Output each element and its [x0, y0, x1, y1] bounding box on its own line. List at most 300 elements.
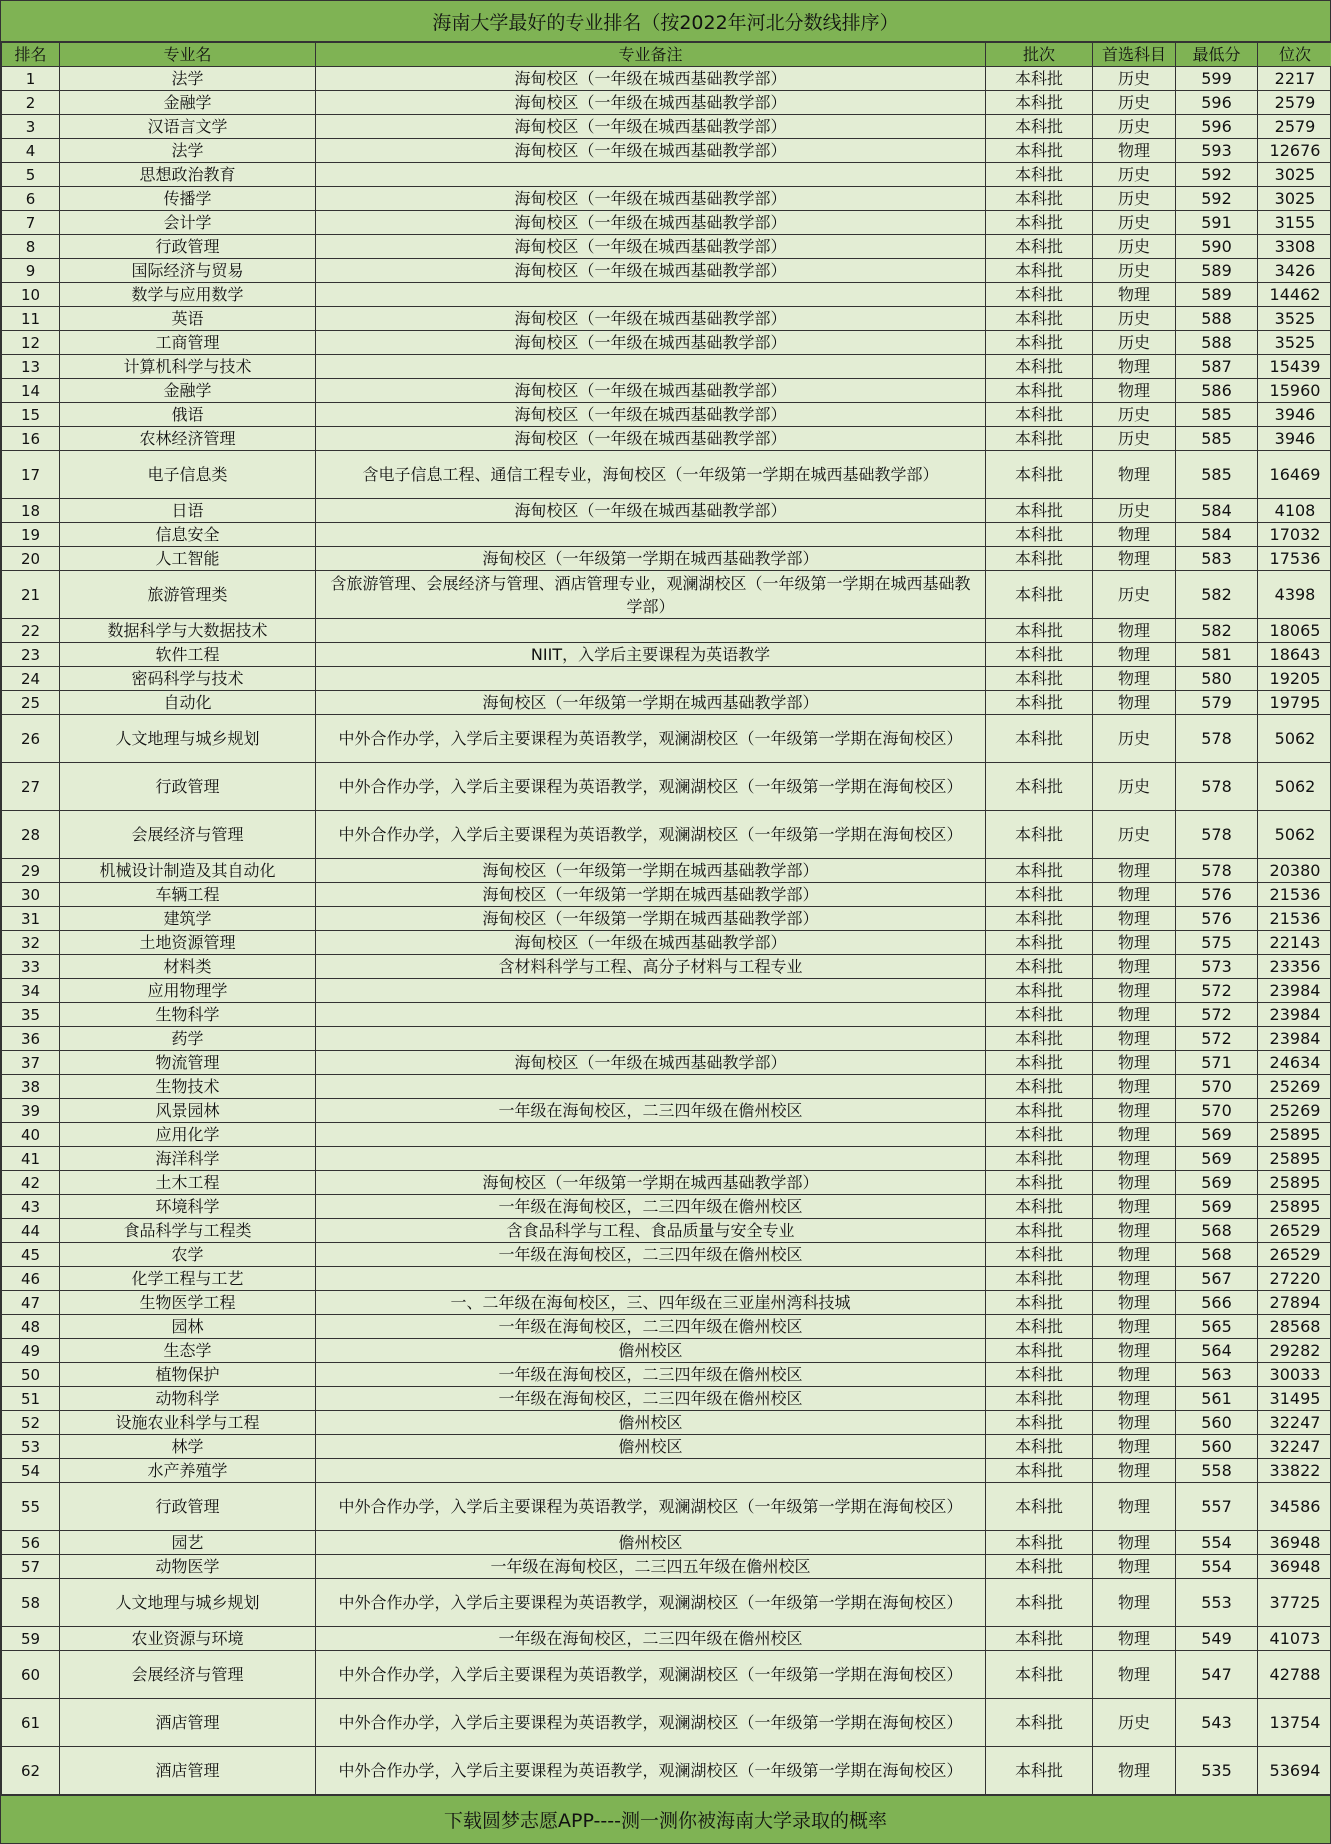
position-cell: 41073 [1258, 1627, 1331, 1651]
table-row [2, 259, 1331, 283]
major-cell: 工商管理 [60, 331, 316, 355]
subject-cell: 历史 [1093, 811, 1176, 859]
position-cell: 3426 [1258, 259, 1331, 283]
min-score-cell: 549 [1176, 1627, 1258, 1651]
major-cell: 行政管理 [60, 235, 316, 259]
table-row [2, 1171, 1331, 1195]
position-cell: 25895 [1258, 1195, 1331, 1219]
table-row [2, 1099, 1331, 1123]
subject-cell: 物理 [1093, 1147, 1176, 1171]
subject-cell: 物理 [1093, 1747, 1176, 1795]
rank-cell: 9 [2, 259, 60, 283]
min-score-cell: 589 [1176, 283, 1258, 307]
major-cell: 车辆工程 [60, 883, 316, 907]
min-score-cell: 558 [1176, 1459, 1258, 1483]
min-score-cell: 585 [1176, 427, 1258, 451]
note-cell [316, 283, 986, 307]
min-score-cell: 584 [1176, 499, 1258, 523]
subject-cell: 历史 [1093, 499, 1176, 523]
major-cell: 土木工程 [60, 1171, 316, 1195]
note-cell: NIIT，入学后主要课程为英语教学 [316, 643, 986, 667]
subject-cell: 物理 [1093, 883, 1176, 907]
note-cell: 海甸校区（一年级在城西基础教学部） [316, 67, 986, 91]
major-cell: 药学 [60, 1027, 316, 1051]
table-row [2, 1699, 1331, 1747]
subject-cell: 物理 [1093, 451, 1176, 499]
position-cell: 4398 [1258, 571, 1331, 619]
batch-cell: 本科批 [986, 667, 1093, 691]
batch-cell: 本科批 [986, 1123, 1093, 1147]
major-cell: 生态学 [60, 1339, 316, 1363]
major-cell: 日语 [60, 499, 316, 523]
header-major: 专业名 [60, 43, 316, 67]
subject-cell: 物理 [1093, 1171, 1176, 1195]
position-cell: 25895 [1258, 1147, 1331, 1171]
position-cell: 28568 [1258, 1315, 1331, 1339]
min-score-cell: 543 [1176, 1699, 1258, 1747]
ranking-table [1, 42, 1331, 1795]
major-cell: 会展经济与管理 [60, 811, 316, 859]
min-score-cell: 586 [1176, 379, 1258, 403]
note-cell: 海甸校区（一年级在城西基础教学部） [316, 379, 986, 403]
batch-cell: 本科批 [986, 619, 1093, 643]
batch-cell: 本科批 [986, 115, 1093, 139]
note-cell: 海甸校区（一年级第一学期在城西基础教学部） [316, 859, 986, 883]
rank-cell: 22 [2, 619, 60, 643]
subject-cell: 物理 [1093, 1075, 1176, 1099]
subject-cell: 物理 [1093, 1195, 1176, 1219]
position-cell: 22143 [1258, 931, 1331, 955]
batch-cell: 本科批 [986, 1579, 1093, 1627]
major-cell: 人文地理与城乡规划 [60, 1579, 316, 1627]
rank-cell: 40 [2, 1123, 60, 1147]
subject-cell: 历史 [1093, 235, 1176, 259]
subject-cell: 物理 [1093, 667, 1176, 691]
rank-cell: 35 [2, 1003, 60, 1027]
batch-cell: 本科批 [986, 1627, 1093, 1651]
min-score-cell: 569 [1176, 1195, 1258, 1219]
note-cell: 儋州校区 [316, 1411, 986, 1435]
major-cell: 自动化 [60, 691, 316, 715]
note-cell [316, 1147, 986, 1171]
rank-cell: 18 [2, 499, 60, 523]
position-cell: 27894 [1258, 1291, 1331, 1315]
note-cell: 含材料科学与工程、高分子材料与工程专业 [316, 955, 986, 979]
major-cell: 建筑学 [60, 907, 316, 931]
subject-cell: 物理 [1093, 1579, 1176, 1627]
major-cell: 行政管理 [60, 763, 316, 811]
note-cell: 一年级在海甸校区，二三四年级在儋州校区 [316, 1387, 986, 1411]
subject-cell: 历史 [1093, 763, 1176, 811]
min-score-cell: 589 [1176, 259, 1258, 283]
batch-cell: 本科批 [986, 139, 1093, 163]
note-cell: 海甸校区（一年级在城西基础教学部） [316, 307, 986, 331]
major-cell: 电子信息类 [60, 451, 316, 499]
table-row [2, 859, 1331, 883]
position-cell: 23984 [1258, 1003, 1331, 1027]
min-score-cell: 583 [1176, 547, 1258, 571]
table-row [2, 1531, 1331, 1555]
batch-cell: 本科批 [986, 1075, 1093, 1099]
major-cell: 思想政治教育 [60, 163, 316, 187]
major-cell: 人工智能 [60, 547, 316, 571]
subject-cell: 物理 [1093, 1051, 1176, 1075]
batch-cell: 本科批 [986, 1315, 1093, 1339]
table-row [2, 1051, 1331, 1075]
batch-cell: 本科批 [986, 931, 1093, 955]
subject-cell: 物理 [1093, 1411, 1176, 1435]
batch-cell: 本科批 [986, 763, 1093, 811]
subject-cell: 历史 [1093, 715, 1176, 763]
subject-cell: 物理 [1093, 1339, 1176, 1363]
rank-cell: 50 [2, 1363, 60, 1387]
major-cell: 国际经济与贸易 [60, 259, 316, 283]
note-cell: 海甸校区（一年级第一学期在城西基础教学部） [316, 907, 986, 931]
note-cell [316, 1003, 986, 1027]
table-row [2, 283, 1331, 307]
note-cell [316, 1075, 986, 1099]
rank-cell: 62 [2, 1747, 60, 1795]
position-cell: 2579 [1258, 115, 1331, 139]
min-score-cell: 565 [1176, 1315, 1258, 1339]
table-row [2, 811, 1331, 859]
note-cell: 海甸校区（一年级在城西基础教学部） [316, 91, 986, 115]
position-cell: 17032 [1258, 523, 1331, 547]
note-cell: 一年级在海甸校区，二三四年级在儋州校区 [316, 1363, 986, 1387]
table-row [2, 1219, 1331, 1243]
note-cell: 海甸校区（一年级在城西基础教学部） [316, 427, 986, 451]
major-cell: 材料类 [60, 955, 316, 979]
note-cell: 海甸校区（一年级在城西基础教学部） [316, 931, 986, 955]
major-cell: 植物保护 [60, 1363, 316, 1387]
table-row [2, 955, 1331, 979]
position-cell: 25895 [1258, 1123, 1331, 1147]
table-row [2, 1075, 1331, 1099]
note-cell: 一年级在海甸校区，二三四年级在儋州校区 [316, 1315, 986, 1339]
batch-cell: 本科批 [986, 1651, 1093, 1699]
table-row [2, 667, 1331, 691]
batch-cell: 本科批 [986, 1555, 1093, 1579]
table-row [2, 1027, 1331, 1051]
min-score-cell: 596 [1176, 115, 1258, 139]
batch-cell: 本科批 [986, 1195, 1093, 1219]
major-cell: 机械设计制造及其自动化 [60, 859, 316, 883]
table-row [2, 67, 1331, 91]
header-rank: 排名 [2, 43, 60, 67]
subject-cell: 历史 [1093, 67, 1176, 91]
position-cell: 29282 [1258, 1339, 1331, 1363]
major-cell: 传播学 [60, 187, 316, 211]
position-cell: 3025 [1258, 163, 1331, 187]
table-row [2, 163, 1331, 187]
subject-cell: 物理 [1093, 619, 1176, 643]
rank-cell: 32 [2, 931, 60, 955]
major-cell: 动物医学 [60, 1555, 316, 1579]
table-header-row [2, 43, 1331, 67]
min-score-cell: 547 [1176, 1651, 1258, 1699]
min-score-cell: 561 [1176, 1387, 1258, 1411]
batch-cell: 本科批 [986, 1699, 1093, 1747]
batch-cell: 本科批 [986, 1027, 1093, 1051]
rank-cell: 20 [2, 547, 60, 571]
major-cell: 农学 [60, 1243, 316, 1267]
batch-cell: 本科批 [986, 1099, 1093, 1123]
batch-cell: 本科批 [986, 523, 1093, 547]
table-row [2, 211, 1331, 235]
min-score-cell: 573 [1176, 955, 1258, 979]
table-row [2, 1747, 1331, 1795]
subject-cell: 历史 [1093, 1699, 1176, 1747]
rank-cell: 29 [2, 859, 60, 883]
note-cell: 海甸校区（一年级在城西基础教学部） [316, 1051, 986, 1075]
min-score-cell: 568 [1176, 1243, 1258, 1267]
rank-cell: 14 [2, 379, 60, 403]
note-cell: 海甸校区（一年级第一学期在城西基础教学部） [316, 547, 986, 571]
subject-cell: 物理 [1093, 859, 1176, 883]
subject-cell: 物理 [1093, 1291, 1176, 1315]
rank-cell: 33 [2, 955, 60, 979]
table-row [2, 1387, 1331, 1411]
batch-cell: 本科批 [986, 1243, 1093, 1267]
subject-cell: 物理 [1093, 1243, 1176, 1267]
header-subject: 首选科目 [1093, 43, 1176, 67]
position-cell: 13754 [1258, 1699, 1331, 1747]
subject-cell: 物理 [1093, 1363, 1176, 1387]
position-cell: 21536 [1258, 883, 1331, 907]
subject-cell: 物理 [1093, 1387, 1176, 1411]
min-score-cell: 578 [1176, 811, 1258, 859]
subject-cell: 物理 [1093, 283, 1176, 307]
major-cell: 计算机科学与技术 [60, 355, 316, 379]
position-cell: 23984 [1258, 979, 1331, 1003]
batch-cell: 本科批 [986, 955, 1093, 979]
table-row [2, 355, 1331, 379]
rank-cell: 1 [2, 67, 60, 91]
subject-cell: 物理 [1093, 1435, 1176, 1459]
position-cell: 24634 [1258, 1051, 1331, 1075]
batch-cell: 本科批 [986, 1291, 1093, 1315]
min-score-cell: 569 [1176, 1171, 1258, 1195]
position-cell: 31495 [1258, 1387, 1331, 1411]
batch-cell: 本科批 [986, 1411, 1093, 1435]
batch-cell: 本科批 [986, 643, 1093, 667]
min-score-cell: 563 [1176, 1363, 1258, 1387]
table-row [2, 1651, 1331, 1699]
rank-cell: 17 [2, 451, 60, 499]
major-cell: 设施农业科学与工程 [60, 1411, 316, 1435]
major-cell: 密码科学与技术 [60, 667, 316, 691]
min-score-cell: 560 [1176, 1411, 1258, 1435]
page-title: 海南大学最好的专业排名（按2022年河北分数线排序） [1, 1, 1330, 42]
min-score-cell: 588 [1176, 307, 1258, 331]
batch-cell: 本科批 [986, 883, 1093, 907]
major-cell: 生物技术 [60, 1075, 316, 1099]
major-cell: 行政管理 [60, 1483, 316, 1531]
subject-cell: 历史 [1093, 115, 1176, 139]
position-cell: 5062 [1258, 763, 1331, 811]
rank-cell: 46 [2, 1267, 60, 1291]
table-row [2, 1195, 1331, 1219]
min-score-cell: 582 [1176, 619, 1258, 643]
position-cell: 26529 [1258, 1219, 1331, 1243]
position-cell: 34586 [1258, 1483, 1331, 1531]
note-cell: 海甸校区（一年级在城西基础教学部） [316, 499, 986, 523]
note-cell: 中外合作办学，入学后主要课程为英语教学，观澜湖校区（一年级第一学期在海甸校区） [316, 1699, 986, 1747]
major-cell: 人文地理与城乡规划 [60, 715, 316, 763]
major-cell: 信息安全 [60, 523, 316, 547]
batch-cell: 本科批 [986, 907, 1093, 931]
batch-cell: 本科批 [986, 1435, 1093, 1459]
major-cell: 法学 [60, 67, 316, 91]
rank-cell: 45 [2, 1243, 60, 1267]
header-note: 专业备注 [316, 43, 986, 67]
subject-cell: 物理 [1093, 1003, 1176, 1027]
note-cell: 海甸校区（一年级在城西基础教学部） [316, 187, 986, 211]
subject-cell: 历史 [1093, 187, 1176, 211]
position-cell: 17536 [1258, 547, 1331, 571]
table-row [2, 1267, 1331, 1291]
position-cell: 15960 [1258, 379, 1331, 403]
subject-cell: 物理 [1093, 691, 1176, 715]
table-row [2, 979, 1331, 1003]
rank-cell: 16 [2, 427, 60, 451]
note-cell: 海甸校区（一年级在城西基础教学部） [316, 139, 986, 163]
rank-cell: 58 [2, 1579, 60, 1627]
major-cell: 会计学 [60, 211, 316, 235]
position-cell: 20380 [1258, 859, 1331, 883]
major-cell: 土地资源管理 [60, 931, 316, 955]
rank-cell: 6 [2, 187, 60, 211]
note-cell: 中外合作办学，入学后主要课程为英语教学，观澜湖校区（一年级第一学期在海甸校区） [316, 1747, 986, 1795]
batch-cell: 本科批 [986, 1387, 1093, 1411]
major-cell: 园林 [60, 1315, 316, 1339]
major-cell: 农业资源与环境 [60, 1627, 316, 1651]
position-cell: 23356 [1258, 955, 1331, 979]
note-cell: 中外合作办学，入学后主要课程为英语教学，观澜湖校区（一年级第一学期在海甸校区） [316, 1651, 986, 1699]
note-cell [316, 667, 986, 691]
min-score-cell: 554 [1176, 1555, 1258, 1579]
subject-cell: 历史 [1093, 331, 1176, 355]
subject-cell: 历史 [1093, 211, 1176, 235]
note-cell: 海甸校区（一年级在城西基础教学部） [316, 235, 986, 259]
table-row [2, 715, 1331, 763]
table-row [2, 883, 1331, 907]
batch-cell: 本科批 [986, 427, 1093, 451]
rank-cell: 42 [2, 1171, 60, 1195]
note-cell [316, 1123, 986, 1147]
batch-cell: 本科批 [986, 1003, 1093, 1027]
rank-cell: 19 [2, 523, 60, 547]
position-cell: 4108 [1258, 499, 1331, 523]
batch-cell: 本科批 [986, 259, 1093, 283]
rank-cell: 2 [2, 91, 60, 115]
rank-cell: 51 [2, 1387, 60, 1411]
position-cell: 53694 [1258, 1747, 1331, 1795]
table-row [2, 1243, 1331, 1267]
major-cell: 数据科学与大数据技术 [60, 619, 316, 643]
note-cell: 海甸校区（一年级第一学期在城西基础教学部） [316, 1171, 986, 1195]
batch-cell: 本科批 [986, 1483, 1093, 1531]
subject-cell: 物理 [1093, 1267, 1176, 1291]
table-row [2, 1435, 1331, 1459]
rank-cell: 60 [2, 1651, 60, 1699]
subject-cell: 物理 [1093, 1531, 1176, 1555]
table-row [2, 427, 1331, 451]
rank-cell: 24 [2, 667, 60, 691]
table-row [2, 1291, 1331, 1315]
min-score-cell: 590 [1176, 235, 1258, 259]
subject-cell: 物理 [1093, 523, 1176, 547]
rank-cell: 10 [2, 283, 60, 307]
rank-cell: 41 [2, 1147, 60, 1171]
subject-cell: 物理 [1093, 355, 1176, 379]
batch-cell: 本科批 [986, 1747, 1093, 1795]
position-cell: 2217 [1258, 67, 1331, 91]
major-cell: 软件工程 [60, 643, 316, 667]
batch-cell: 本科批 [986, 1459, 1093, 1483]
batch-cell: 本科批 [986, 715, 1093, 763]
batch-cell: 本科批 [986, 1219, 1093, 1243]
major-cell: 林学 [60, 1435, 316, 1459]
note-cell: 一年级在海甸校区，二三四年级在儋州校区 [316, 1627, 986, 1651]
batch-cell: 本科批 [986, 691, 1093, 715]
min-score-cell: 584 [1176, 523, 1258, 547]
note-cell [316, 523, 986, 547]
subject-cell: 物理 [1093, 1651, 1176, 1699]
batch-cell: 本科批 [986, 1531, 1093, 1555]
table-row [2, 547, 1331, 571]
note-cell [316, 619, 986, 643]
major-cell: 动物科学 [60, 1387, 316, 1411]
batch-cell: 本科批 [986, 403, 1093, 427]
table-row [2, 379, 1331, 403]
rank-cell: 21 [2, 571, 60, 619]
subject-cell: 历史 [1093, 91, 1176, 115]
major-cell: 风景园林 [60, 1099, 316, 1123]
table-row [2, 187, 1331, 211]
min-score-cell: 560 [1176, 1435, 1258, 1459]
note-cell: 中外合作办学，入学后主要课程为英语教学，观澜湖校区（一年级第一学期在海甸校区） [316, 715, 986, 763]
note-cell [316, 1459, 986, 1483]
table-row [2, 1411, 1331, 1435]
major-cell: 园艺 [60, 1531, 316, 1555]
position-cell: 26529 [1258, 1243, 1331, 1267]
rank-cell: 3 [2, 115, 60, 139]
min-score-cell: 599 [1176, 67, 1258, 91]
min-score-cell: 578 [1176, 859, 1258, 883]
note-cell: 含食品科学与工程、食品质量与安全专业 [316, 1219, 986, 1243]
note-cell: 一年级在海甸校区，二三四年级在儋州校区 [316, 1243, 986, 1267]
min-score-cell: 576 [1176, 907, 1258, 931]
note-cell: 含旅游管理、会展经济与管理、酒店管理专业，观澜湖校区（一年级第一学期在城西基础教学部） [316, 571, 986, 619]
note-cell: 一年级在海甸校区，二三四年级在儋州校区 [316, 1099, 986, 1123]
major-cell: 应用物理学 [60, 979, 316, 1003]
position-cell: 3946 [1258, 403, 1331, 427]
position-cell: 23984 [1258, 1027, 1331, 1051]
batch-cell: 本科批 [986, 811, 1093, 859]
table-row [2, 1459, 1331, 1483]
rank-cell: 39 [2, 1099, 60, 1123]
subject-cell: 物理 [1093, 1099, 1176, 1123]
rank-cell: 5 [2, 163, 60, 187]
rank-cell: 25 [2, 691, 60, 715]
rank-cell: 55 [2, 1483, 60, 1531]
subject-cell: 物理 [1093, 1483, 1176, 1531]
position-cell: 18065 [1258, 619, 1331, 643]
position-cell: 25895 [1258, 1171, 1331, 1195]
subject-cell: 物理 [1093, 643, 1176, 667]
table-row [2, 643, 1331, 667]
